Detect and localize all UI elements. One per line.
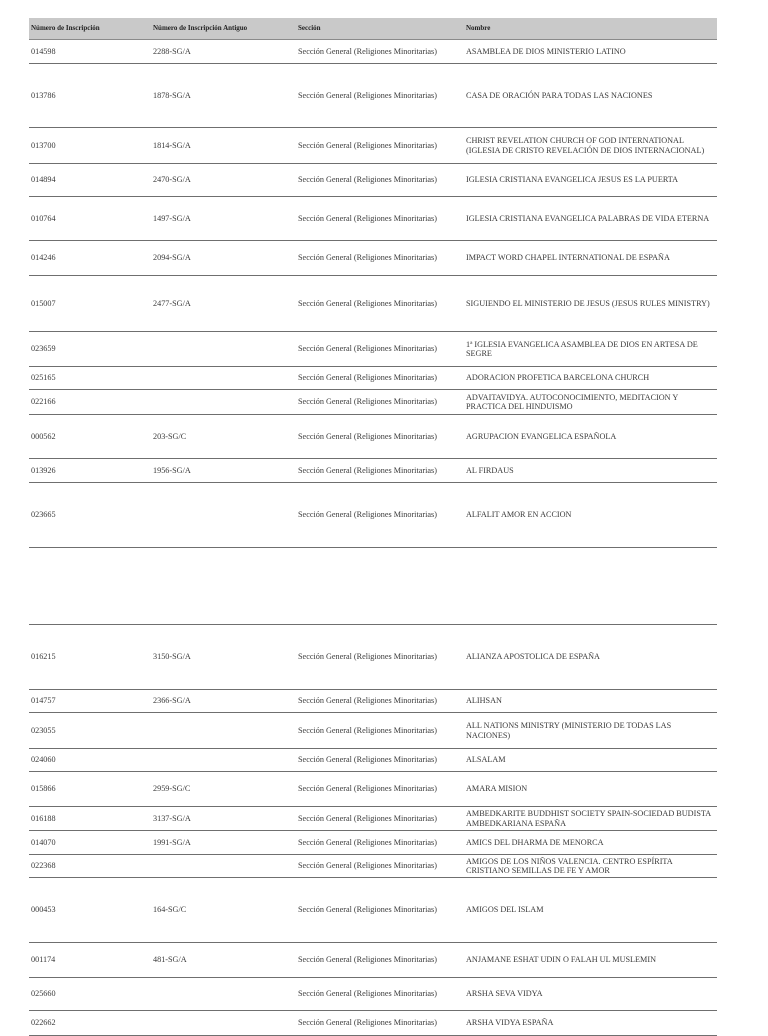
old-registration-number-cell: 3150-SG/A: [153, 652, 191, 662]
section-cell: Sección General (Religiones Minoritarias): [298, 652, 437, 662]
header-name: Nombre: [466, 24, 491, 32]
name-cell: ASAMBLEA DE DIOS MINISTERIO LATINO: [466, 46, 626, 56]
old-registration-number-cell: 1991-SG/A: [153, 837, 191, 847]
old-registration-number-cell: [153, 978, 293, 1010]
section-cell: Sección General (Religiones Minoritarias): [298, 837, 437, 847]
section-cell: Sección General (Religiones Minoritarias): [298, 253, 437, 263]
old-registration-number-cell: 2959-SG/C: [153, 784, 191, 794]
header-registration-number: Número de Inscripción: [31, 24, 100, 32]
section-cell: Sección General (Religiones Minoritarias): [298, 46, 437, 56]
table-body: [29, 40, 717, 1036]
registration-number-cell: 001174: [31, 955, 56, 965]
table-row: [29, 690, 717, 713]
section-cell: Sección General (Religiones Minoritarias): [298, 140, 437, 150]
name-cell: IGLESIA CRISTIANA EVANGELICA JESUS ES LA PUERTA: [466, 175, 679, 185]
section-cell: Sección General (Religiones Minoritarias): [298, 298, 437, 308]
registration-number-cell: 024060: [31, 755, 56, 765]
section-cell: Sección General (Religiones Minoritarias): [298, 344, 437, 354]
table-row: [29, 276, 717, 332]
old-registration-number-cell: [153, 855, 293, 877]
name-cell: CASA DE ORACIÓN PARA TODAS LAS NACIONES: [466, 90, 653, 100]
section-cell: Sección General (Religiones Minoritarias): [298, 784, 437, 794]
table-row: [29, 332, 717, 367]
registration-number-cell: 022166: [31, 397, 56, 407]
name-cell: [466, 548, 714, 624]
registration-number-cell: 014757: [31, 696, 56, 706]
old-registration-number-cell: 1878-SG/A: [153, 90, 191, 100]
old-registration-number-cell: 1956-SG/A: [153, 465, 191, 475]
name-cell: SIGUIENDO EL MINISTERIO DE JESUS (JESUS RULES MINISTRY): [466, 298, 710, 308]
table-header: [29, 18, 717, 40]
section-cell: Sección General (Religiones Minoritarias): [298, 510, 437, 520]
old-registration-number-cell: 2470-SG/A: [153, 175, 191, 185]
registration-number-cell: 010764: [31, 213, 56, 223]
registration-number-cell: 023665: [31, 510, 56, 520]
section-cell: Sección General (Religiones Minoritarias): [298, 861, 437, 871]
registration-number-cell: 015866: [31, 784, 56, 794]
section-cell: Sección General (Religiones Minoritarias): [298, 465, 437, 475]
table-row: [29, 241, 717, 276]
old-registration-number-cell: 481-SG/A: [153, 955, 187, 965]
table-row: [29, 367, 717, 390]
old-registration-number-cell: 3137-SG/A: [153, 813, 191, 823]
registration-number-cell: 023659: [31, 344, 56, 354]
section-cell: Sección General (Religiones Minoritarias): [298, 431, 437, 441]
table-row: [29, 128, 717, 164]
section-cell: [298, 548, 463, 624]
table-row: [29, 415, 717, 459]
registration-number-cell: 025165: [31, 373, 56, 383]
table-row: [29, 625, 717, 690]
section-cell: Sección General (Religiones Minoritarias): [298, 755, 437, 765]
registration-number-cell: 013786: [31, 90, 56, 100]
old-registration-number-cell: 2094-SG/A: [153, 253, 191, 263]
table-row: [29, 943, 717, 978]
old-registration-number-cell: [153, 332, 293, 366]
name-cell: AMIGOS DE LOS NIÑOS VALENCIA. CENTRO ESPÍRITA CRISTIANO SEMILLAS DE FE Y AMOR: [466, 856, 673, 875]
registration-number-cell: 023055: [31, 725, 56, 735]
section-cell: Sección General (Religiones Minoritarias): [298, 955, 437, 965]
name-cell: ANJAMANE ESHAT UDIN O FALAH UL MUSLEMIN: [466, 955, 656, 965]
old-registration-number-cell: [153, 749, 293, 771]
table-row: [29, 855, 717, 878]
old-registration-number-cell: 1497-SG/A: [153, 213, 191, 223]
old-registration-number-cell: [153, 1011, 293, 1035]
registration-number-cell: 014598: [31, 46, 56, 56]
section-cell: Sección General (Religiones Minoritarias): [298, 175, 437, 185]
header-old-registration-number: Número de Inscripción Antiguo: [153, 24, 248, 32]
table-row: [29, 40, 717, 64]
table-row: [29, 978, 717, 1011]
registration-number-cell: 013926: [31, 465, 56, 475]
registration-number-cell: 013700: [31, 140, 56, 150]
table-row: [29, 483, 717, 548]
table-row: [29, 878, 717, 943]
section-cell: Sección General (Religiones Minoritarias): [298, 905, 437, 915]
old-registration-number-cell: 2366-SG/A: [153, 696, 191, 706]
table-row: [29, 64, 717, 128]
name-cell: ALFALIT AMOR EN ACCION: [466, 510, 572, 520]
name-cell: CHRIST REVELATION CHURCH OF GOD INTERNATIONAL (IGLESIA DE CRISTO REVELACIÓN DE DIOS INTERNACIONAL): [466, 136, 705, 155]
registration-number-cell: 000562: [31, 431, 56, 441]
table-row: [29, 749, 717, 772]
old-registration-number-cell: [153, 548, 293, 624]
name-cell: AMARA MISION: [466, 784, 528, 794]
registration-number-cell: 016215: [31, 652, 56, 662]
old-registration-number-cell: 164-SG/C: [153, 905, 187, 915]
old-registration-number-cell: 1814-SG/A: [153, 140, 191, 150]
name-cell: ARSHA VIDYA ESPAÑA: [466, 1018, 554, 1028]
name-cell: AL FIRDAUS: [466, 465, 514, 475]
table-row: [29, 713, 717, 749]
name-cell: IGLESIA CRISTIANA EVANGELICA PALABRAS DE VIDA ETERNA: [466, 213, 710, 223]
table-row: [29, 772, 717, 807]
table-row: [29, 197, 717, 241]
section-cell: Sección General (Religiones Minoritarias): [298, 989, 437, 999]
registration-number-cell: 014070: [31, 837, 56, 847]
old-registration-number-cell: [153, 483, 293, 547]
name-cell: AMBEDKARITE BUDDHIST SOCIETY SPAIN-SOCIEDAD BUDISTA AMBEDKARIANA ESPAÑA: [466, 809, 711, 828]
section-cell: Sección General (Religiones Minoritarias): [298, 213, 437, 223]
name-cell: AGRUPACION EVANGELICA ESPAÑOLA: [466, 431, 617, 441]
registration-number-cell: 022662: [31, 1018, 56, 1028]
registration-number-cell: 022368: [31, 861, 56, 871]
registration-number-cell: 025660: [31, 989, 56, 999]
section-cell: Sección General (Religiones Minoritarias): [298, 373, 437, 383]
name-cell: ALL NATIONS MINISTRY (MINISTERIO DE TODAS LAS NACIONES): [466, 721, 672, 740]
section-cell: Sección General (Religiones Minoritarias): [298, 725, 437, 735]
name-cell: ARSHA SEVA VIDYA: [466, 989, 543, 999]
table-row: [29, 164, 717, 197]
registration-number-cell: 016188: [31, 813, 56, 823]
name-cell: ALIHSAN: [466, 696, 502, 706]
name-cell: ADORACION PROFETICA BARCELONA CHURCH: [466, 373, 650, 383]
section-cell: Sección General (Religiones Minoritarias): [298, 90, 437, 100]
header-section: Sección: [298, 24, 321, 32]
table-row: [29, 459, 717, 483]
old-registration-number-cell: 2288-SG/A: [153, 46, 191, 56]
old-registration-number-cell: [153, 390, 293, 414]
table-row: [29, 548, 717, 625]
registry-table: [29, 18, 717, 1036]
registration-number-cell: 014246: [31, 253, 56, 263]
name-cell: ALIANZA APOSTOLICA DE ESPAÑA: [466, 652, 600, 662]
registration-number-cell: 014894: [31, 175, 56, 185]
table-row: [29, 807, 717, 831]
name-cell: ALSALAM: [466, 755, 506, 765]
section-cell: Sección General (Religiones Minoritarias): [298, 1018, 437, 1028]
name-cell: IMPACT WORD CHAPEL INTERNATIONAL DE ESPAÑA: [466, 253, 670, 263]
old-registration-number-cell: 2477-SG/A: [153, 298, 191, 308]
old-registration-number-cell: [153, 713, 293, 748]
old-registration-number-cell: [153, 367, 293, 389]
old-registration-number-cell: 203-SG/C: [153, 431, 187, 441]
registration-number-cell: 015007: [31, 298, 56, 308]
registration-number-cell: [31, 548, 146, 624]
section-cell: Sección General (Religiones Minoritarias): [298, 813, 437, 823]
section-cell: Sección General (Religiones Minoritarias): [298, 397, 437, 407]
registration-number-cell: 000453: [31, 905, 56, 915]
table-row: [29, 390, 717, 415]
name-cell: 1ª IGLESIA EVANGELICA ASAMBLEA DE DIOS EN ARTESA DE SEGRE: [466, 339, 698, 358]
name-cell: AMICS DEL DHARMA DE MENORCA: [466, 837, 604, 847]
name-cell: AMIGOS DEL ISLAM: [466, 905, 544, 915]
name-cell: ADVAITAVIDYA. AUTOCONOCIMIENTO, MEDITACION Y PRACTICA DEL HINDUISMO: [466, 392, 678, 411]
table-row: [29, 831, 717, 855]
section-cell: Sección General (Religiones Minoritarias): [298, 696, 437, 706]
